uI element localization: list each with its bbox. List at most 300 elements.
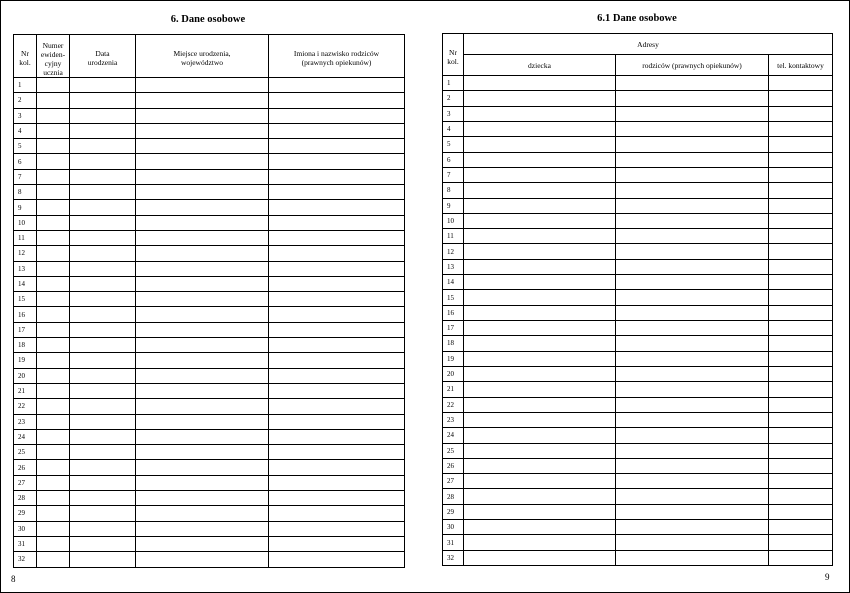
cell-contact-phone[interactable] bbox=[769, 259, 833, 274]
row-number: 1 bbox=[443, 76, 464, 91]
cell-birth-date[interactable] bbox=[70, 475, 136, 490]
cell-contact-phone[interactable] bbox=[769, 91, 833, 106]
cell-birth-date[interactable] bbox=[70, 552, 136, 567]
cell-birth-place[interactable] bbox=[136, 246, 269, 261]
header-kol-line: kol. bbox=[19, 58, 31, 67]
right-page-number: 9 bbox=[825, 572, 830, 582]
cell-child-address[interactable] bbox=[464, 244, 616, 259]
cell-parents-address[interactable] bbox=[616, 76, 769, 91]
cell-birth-place[interactable] bbox=[136, 169, 269, 184]
cell-parents-address[interactable] bbox=[616, 229, 769, 244]
header-child-address: dziecka bbox=[464, 55, 616, 76]
cell-child-address[interactable] bbox=[464, 336, 616, 351]
cell-child-address[interactable] bbox=[464, 198, 616, 213]
header-nr-kol bbox=[14, 35, 37, 78]
cell-birth-date[interactable] bbox=[70, 185, 136, 200]
cell-birth-place[interactable] bbox=[136, 414, 269, 429]
cell-child-address[interactable] bbox=[464, 366, 616, 381]
cell-parents-address[interactable] bbox=[616, 275, 769, 290]
cell-parents-address[interactable] bbox=[616, 520, 769, 535]
cell-parents-names[interactable] bbox=[269, 536, 405, 551]
cell-child-address[interactable] bbox=[464, 137, 616, 152]
cell-child-address[interactable] bbox=[464, 290, 616, 305]
cell-parents-names[interactable] bbox=[269, 200, 405, 215]
left-page-title: 6. Dane osobowe bbox=[170, 14, 246, 25]
cell-contact-phone[interactable] bbox=[769, 382, 833, 397]
cell-contact-phone[interactable] bbox=[769, 121, 833, 136]
cell-birth-date[interactable] bbox=[70, 414, 136, 429]
cell-parents-address[interactable] bbox=[616, 336, 769, 351]
table-row bbox=[14, 276, 405, 291]
cell-parents-address[interactable] bbox=[616, 121, 769, 136]
table-row bbox=[14, 292, 405, 307]
cell-parents-names[interactable] bbox=[269, 338, 405, 353]
cell-student-number[interactable] bbox=[37, 460, 70, 475]
cell-parents-address[interactable] bbox=[616, 152, 769, 167]
row-number: 32 bbox=[443, 550, 464, 565]
cell-parents-address[interactable] bbox=[616, 137, 769, 152]
table-row bbox=[443, 428, 833, 443]
cell-student-number[interactable] bbox=[37, 276, 70, 291]
cell-parents-names[interactable] bbox=[269, 368, 405, 383]
cell-parents-address[interactable] bbox=[616, 259, 769, 274]
cell-parents-names[interactable] bbox=[269, 123, 405, 138]
cell-child-address[interactable] bbox=[464, 428, 616, 443]
cell-child-address[interactable] bbox=[464, 397, 616, 412]
cell-child-address[interactable] bbox=[464, 550, 616, 565]
table-row bbox=[443, 106, 833, 121]
cell-birth-date[interactable] bbox=[70, 338, 136, 353]
cell-birth-date[interactable] bbox=[70, 261, 136, 276]
row-number: 3 bbox=[14, 108, 37, 123]
cell-birth-date[interactable] bbox=[70, 491, 136, 506]
cell-birth-date[interactable] bbox=[70, 536, 136, 551]
row-number: 9 bbox=[443, 198, 464, 213]
cell-birth-date[interactable] bbox=[70, 399, 136, 414]
row-number: 14 bbox=[443, 275, 464, 290]
cell-birth-date[interactable] bbox=[70, 215, 136, 230]
table-row bbox=[443, 520, 833, 535]
cell-child-address[interactable] bbox=[464, 504, 616, 519]
table-row bbox=[443, 137, 833, 152]
cell-birth-date[interactable] bbox=[70, 139, 136, 154]
cell-parents-address[interactable] bbox=[616, 443, 769, 458]
cell-student-number[interactable] bbox=[37, 230, 70, 245]
cell-child-address[interactable] bbox=[464, 305, 616, 320]
cell-birth-place[interactable] bbox=[136, 521, 269, 536]
cell-student-number[interactable] bbox=[37, 154, 70, 169]
cell-child-address[interactable] bbox=[464, 229, 616, 244]
cell-student-number[interactable] bbox=[37, 78, 70, 93]
table-row bbox=[14, 215, 405, 230]
cell-contact-phone[interactable] bbox=[769, 351, 833, 366]
row-number: 14 bbox=[14, 276, 37, 291]
cell-parents-address[interactable] bbox=[616, 428, 769, 443]
cell-contact-phone[interactable] bbox=[769, 244, 833, 259]
cell-contact-phone[interactable] bbox=[769, 474, 833, 489]
cell-contact-phone[interactable] bbox=[769, 167, 833, 182]
cell-parents-names[interactable] bbox=[269, 292, 405, 307]
cell-parents-address[interactable] bbox=[616, 412, 769, 427]
header-numer-line: Numer bbox=[42, 41, 64, 50]
cell-child-address[interactable] bbox=[464, 412, 616, 427]
cell-contact-phone[interactable] bbox=[769, 290, 833, 305]
cell-parents-address[interactable] bbox=[616, 397, 769, 412]
table-row bbox=[14, 108, 405, 123]
cell-student-number[interactable] bbox=[37, 338, 70, 353]
row-number: 3 bbox=[443, 106, 464, 121]
cell-parents-address[interactable] bbox=[616, 458, 769, 473]
cell-birth-date[interactable] bbox=[70, 246, 136, 261]
row-number: 11 bbox=[443, 229, 464, 244]
cell-birth-place[interactable] bbox=[136, 78, 269, 93]
cell-contact-phone[interactable] bbox=[769, 152, 833, 167]
cell-birth-place[interactable] bbox=[136, 154, 269, 169]
row-number: 27 bbox=[14, 475, 37, 490]
cell-parents-names[interactable] bbox=[269, 154, 405, 169]
cell-parents-names[interactable] bbox=[269, 108, 405, 123]
cell-parents-address[interactable] bbox=[616, 305, 769, 320]
cell-parents-names[interactable] bbox=[269, 429, 405, 444]
cell-birth-place[interactable] bbox=[136, 368, 269, 383]
cell-child-address[interactable] bbox=[464, 121, 616, 136]
cell-birth-place[interactable] bbox=[136, 292, 269, 307]
cell-birth-place[interactable] bbox=[136, 383, 269, 398]
cell-birth-place[interactable] bbox=[136, 261, 269, 276]
cell-student-number[interactable] bbox=[37, 475, 70, 490]
cell-birth-date[interactable] bbox=[70, 445, 136, 460]
cell-contact-phone[interactable] bbox=[769, 412, 833, 427]
cell-student-number[interactable] bbox=[37, 123, 70, 138]
cell-parents-address[interactable] bbox=[616, 106, 769, 121]
row-number: 21 bbox=[14, 383, 37, 398]
cell-parents-names[interactable] bbox=[269, 78, 405, 93]
cell-student-number[interactable] bbox=[37, 246, 70, 261]
row-number: 4 bbox=[14, 123, 37, 138]
table-row bbox=[443, 76, 833, 91]
cell-contact-phone[interactable] bbox=[769, 504, 833, 519]
cell-child-address[interactable] bbox=[464, 275, 616, 290]
cell-parents-names[interactable] bbox=[269, 139, 405, 154]
cell-birth-place[interactable] bbox=[136, 506, 269, 521]
row-number: 19 bbox=[14, 353, 37, 368]
cell-student-number[interactable] bbox=[37, 536, 70, 551]
row-number: 30 bbox=[443, 520, 464, 535]
row-number: 15 bbox=[443, 290, 464, 305]
cell-parents-names[interactable] bbox=[269, 475, 405, 490]
row-number: 30 bbox=[14, 521, 37, 536]
cell-student-number[interactable] bbox=[37, 292, 70, 307]
cell-birth-place[interactable] bbox=[136, 399, 269, 414]
cell-child-address[interactable] bbox=[464, 321, 616, 336]
cell-contact-phone[interactable] bbox=[769, 336, 833, 351]
cell-contact-phone[interactable] bbox=[769, 520, 833, 535]
cell-student-number[interactable] bbox=[37, 307, 70, 322]
cell-student-number[interactable] bbox=[37, 506, 70, 521]
cell-child-address[interactable] bbox=[464, 520, 616, 535]
cell-student-number[interactable] bbox=[37, 399, 70, 414]
left-page-number: 8 bbox=[11, 574, 16, 584]
cell-contact-phone[interactable] bbox=[769, 213, 833, 228]
cell-student-number[interactable] bbox=[37, 322, 70, 337]
cell-parents-names[interactable] bbox=[269, 353, 405, 368]
row-number: 28 bbox=[14, 491, 37, 506]
cell-student-number[interactable] bbox=[37, 200, 70, 215]
cell-birth-place[interactable] bbox=[136, 322, 269, 337]
cell-birth-date[interactable] bbox=[70, 123, 136, 138]
cell-child-address[interactable] bbox=[464, 167, 616, 182]
cell-parents-address[interactable] bbox=[616, 474, 769, 489]
table-row bbox=[443, 535, 833, 550]
cell-birth-place[interactable] bbox=[136, 552, 269, 567]
cell-parents-names[interactable] bbox=[269, 445, 405, 460]
cell-contact-phone[interactable] bbox=[769, 275, 833, 290]
cell-parents-names[interactable] bbox=[269, 460, 405, 475]
cell-student-number[interactable] bbox=[37, 261, 70, 276]
cell-birth-date[interactable] bbox=[70, 307, 136, 322]
cell-child-address[interactable] bbox=[464, 106, 616, 121]
table-row bbox=[14, 536, 405, 551]
cell-child-address[interactable] bbox=[464, 91, 616, 106]
cell-birth-place[interactable] bbox=[136, 353, 269, 368]
row-number: 25 bbox=[14, 445, 37, 460]
row-number: 10 bbox=[14, 215, 37, 230]
cell-contact-phone[interactable] bbox=[769, 106, 833, 121]
row-number: 4 bbox=[443, 121, 464, 136]
cell-parents-names[interactable] bbox=[269, 322, 405, 337]
cell-student-number[interactable] bbox=[37, 445, 70, 460]
table-row bbox=[443, 366, 833, 381]
cell-birth-place[interactable] bbox=[136, 338, 269, 353]
cell-birth-date[interactable] bbox=[70, 276, 136, 291]
cell-birth-place[interactable] bbox=[136, 185, 269, 200]
table-row bbox=[443, 336, 833, 351]
cell-parents-address[interactable] bbox=[616, 244, 769, 259]
cell-contact-phone[interactable] bbox=[769, 550, 833, 565]
cell-contact-phone[interactable] bbox=[769, 198, 833, 213]
cell-birth-date[interactable] bbox=[70, 200, 136, 215]
cell-parents-names[interactable] bbox=[269, 215, 405, 230]
cell-birth-place[interactable] bbox=[136, 215, 269, 230]
table-row bbox=[14, 445, 405, 460]
cell-parents-names[interactable] bbox=[269, 276, 405, 291]
right-table-body bbox=[443, 76, 833, 566]
cell-student-number[interactable] bbox=[37, 368, 70, 383]
table-row bbox=[443, 244, 833, 259]
row-number: 13 bbox=[443, 259, 464, 274]
cell-contact-phone[interactable] bbox=[769, 489, 833, 504]
row-number: 21 bbox=[443, 382, 464, 397]
cell-contact-phone[interactable] bbox=[769, 366, 833, 381]
table-row bbox=[14, 307, 405, 322]
cell-birth-date[interactable] bbox=[70, 93, 136, 108]
cell-child-address[interactable] bbox=[464, 382, 616, 397]
cell-child-address[interactable] bbox=[464, 76, 616, 91]
cell-birth-date[interactable] bbox=[70, 322, 136, 337]
cell-parents-names[interactable] bbox=[269, 383, 405, 398]
cell-child-address[interactable] bbox=[464, 458, 616, 473]
table-row bbox=[14, 185, 405, 200]
cell-parents-address[interactable] bbox=[616, 321, 769, 336]
cell-parents-address[interactable] bbox=[616, 366, 769, 381]
cell-student-number[interactable] bbox=[37, 383, 70, 398]
cell-birth-place[interactable] bbox=[136, 307, 269, 322]
cell-parents-names[interactable] bbox=[269, 261, 405, 276]
cell-student-number[interactable] bbox=[37, 429, 70, 444]
cell-birth-date[interactable] bbox=[70, 368, 136, 383]
cell-birth-date[interactable] bbox=[70, 353, 136, 368]
cell-parents-names[interactable] bbox=[269, 93, 405, 108]
cell-student-number[interactable] bbox=[37, 185, 70, 200]
cell-student-number[interactable] bbox=[37, 139, 70, 154]
cell-child-address[interactable] bbox=[464, 351, 616, 366]
cell-student-number[interactable] bbox=[37, 552, 70, 567]
cell-parents-address[interactable] bbox=[616, 198, 769, 213]
cell-birth-date[interactable] bbox=[70, 460, 136, 475]
cell-parents-names[interactable] bbox=[269, 169, 405, 184]
row-number: 5 bbox=[443, 137, 464, 152]
cell-birth-place[interactable] bbox=[136, 139, 269, 154]
cell-parents-address[interactable] bbox=[616, 382, 769, 397]
cell-child-address[interactable] bbox=[464, 474, 616, 489]
cell-parents-names[interactable] bbox=[269, 230, 405, 245]
cell-parents-names[interactable] bbox=[269, 491, 405, 506]
row-number: 17 bbox=[443, 321, 464, 336]
row-number: 29 bbox=[443, 504, 464, 519]
cell-parents-address[interactable] bbox=[616, 183, 769, 198]
cell-birth-place[interactable] bbox=[136, 200, 269, 215]
cell-student-number[interactable] bbox=[37, 108, 70, 123]
cell-birth-date[interactable] bbox=[70, 429, 136, 444]
cell-contact-phone[interactable] bbox=[769, 229, 833, 244]
table-row bbox=[443, 121, 833, 136]
cell-parents-names[interactable] bbox=[269, 552, 405, 567]
table-row bbox=[443, 167, 833, 182]
table-row bbox=[443, 305, 833, 320]
cell-birth-place[interactable] bbox=[136, 108, 269, 123]
cell-student-number[interactable] bbox=[37, 215, 70, 230]
cell-birth-place[interactable] bbox=[136, 536, 269, 551]
table-row bbox=[14, 399, 405, 414]
table-row bbox=[14, 552, 405, 567]
cell-parents-address[interactable] bbox=[616, 489, 769, 504]
cell-contact-phone[interactable] bbox=[769, 443, 833, 458]
cell-birth-date[interactable] bbox=[70, 78, 136, 93]
cell-contact-phone[interactable] bbox=[769, 321, 833, 336]
cell-contact-phone[interactable] bbox=[769, 183, 833, 198]
cell-contact-phone[interactable] bbox=[769, 137, 833, 152]
cell-student-number[interactable] bbox=[37, 93, 70, 108]
cell-student-number[interactable] bbox=[37, 521, 70, 536]
table-row bbox=[443, 489, 833, 504]
cell-child-address[interactable] bbox=[464, 489, 616, 504]
row-number: 25 bbox=[443, 443, 464, 458]
row-number: 12 bbox=[14, 246, 37, 261]
cell-contact-phone[interactable] bbox=[769, 535, 833, 550]
table-row bbox=[443, 275, 833, 290]
cell-student-number[interactable] bbox=[37, 491, 70, 506]
cell-birth-date[interactable] bbox=[70, 230, 136, 245]
cell-child-address[interactable] bbox=[464, 213, 616, 228]
header-nr-kol-right bbox=[443, 34, 464, 76]
cell-child-address[interactable] bbox=[464, 259, 616, 274]
row-number: 19 bbox=[443, 351, 464, 366]
header-contact-phone: tel. kontaktowy bbox=[769, 55, 833, 76]
cell-birth-place[interactable] bbox=[136, 276, 269, 291]
cell-student-number[interactable] bbox=[37, 414, 70, 429]
cell-birth-date[interactable] bbox=[70, 169, 136, 184]
cell-birth-date[interactable] bbox=[70, 383, 136, 398]
cell-contact-phone[interactable] bbox=[769, 428, 833, 443]
row-number: 8 bbox=[443, 183, 464, 198]
row-number: 2 bbox=[14, 93, 37, 108]
cell-child-address[interactable] bbox=[464, 443, 616, 458]
cell-birth-place[interactable] bbox=[136, 460, 269, 475]
table-row bbox=[443, 382, 833, 397]
cell-student-number[interactable] bbox=[37, 169, 70, 184]
table-row bbox=[443, 351, 833, 366]
cell-parents-address[interactable] bbox=[616, 290, 769, 305]
row-number: 29 bbox=[14, 506, 37, 521]
header-ucznia-line: ucznia bbox=[43, 68, 63, 77]
cell-parents-address[interactable] bbox=[616, 535, 769, 550]
cell-birth-date[interactable] bbox=[70, 521, 136, 536]
cell-parents-names[interactable] bbox=[269, 521, 405, 536]
cell-child-address[interactable] bbox=[464, 152, 616, 167]
cell-contact-phone[interactable] bbox=[769, 76, 833, 91]
table-row bbox=[14, 521, 405, 536]
cell-child-address[interactable] bbox=[464, 535, 616, 550]
cell-birth-place[interactable] bbox=[136, 475, 269, 490]
cell-birth-place[interactable] bbox=[136, 491, 269, 506]
cell-parents-address[interactable] bbox=[616, 351, 769, 366]
cell-birth-place[interactable] bbox=[136, 445, 269, 460]
cell-parents-address[interactable] bbox=[616, 91, 769, 106]
table-row bbox=[443, 229, 833, 244]
cell-parents-address[interactable] bbox=[616, 213, 769, 228]
cell-birth-place[interactable] bbox=[136, 123, 269, 138]
table-row bbox=[443, 443, 833, 458]
cell-parents-names[interactable] bbox=[269, 185, 405, 200]
cell-parents-names[interactable] bbox=[269, 399, 405, 414]
cell-child-address[interactable] bbox=[464, 183, 616, 198]
cell-contact-phone[interactable] bbox=[769, 458, 833, 473]
cell-birth-date[interactable] bbox=[70, 154, 136, 169]
cell-contact-phone[interactable] bbox=[769, 397, 833, 412]
cell-parents-names[interactable] bbox=[269, 506, 405, 521]
table-row bbox=[14, 491, 405, 506]
row-number: 20 bbox=[443, 366, 464, 381]
cell-parents-names[interactable] bbox=[269, 307, 405, 322]
row-number: 28 bbox=[443, 489, 464, 504]
header-birth-date bbox=[70, 35, 136, 78]
right-header-row-1 bbox=[443, 34, 833, 55]
cell-birth-place[interactable] bbox=[136, 429, 269, 444]
cell-birth-date[interactable] bbox=[70, 292, 136, 307]
cell-parents-names[interactable] bbox=[269, 246, 405, 261]
cell-parents-address[interactable] bbox=[616, 550, 769, 565]
cell-student-number[interactable] bbox=[37, 353, 70, 368]
cell-birth-place[interactable] bbox=[136, 93, 269, 108]
cell-birth-place[interactable] bbox=[136, 230, 269, 245]
header-parents-names bbox=[269, 35, 405, 78]
cell-parents-names[interactable] bbox=[269, 414, 405, 429]
cell-parents-address[interactable] bbox=[616, 167, 769, 182]
cell-parents-address[interactable] bbox=[616, 504, 769, 519]
cell-contact-phone[interactable] bbox=[769, 305, 833, 320]
cell-birth-date[interactable] bbox=[70, 108, 136, 123]
cell-birth-date[interactable] bbox=[70, 506, 136, 521]
